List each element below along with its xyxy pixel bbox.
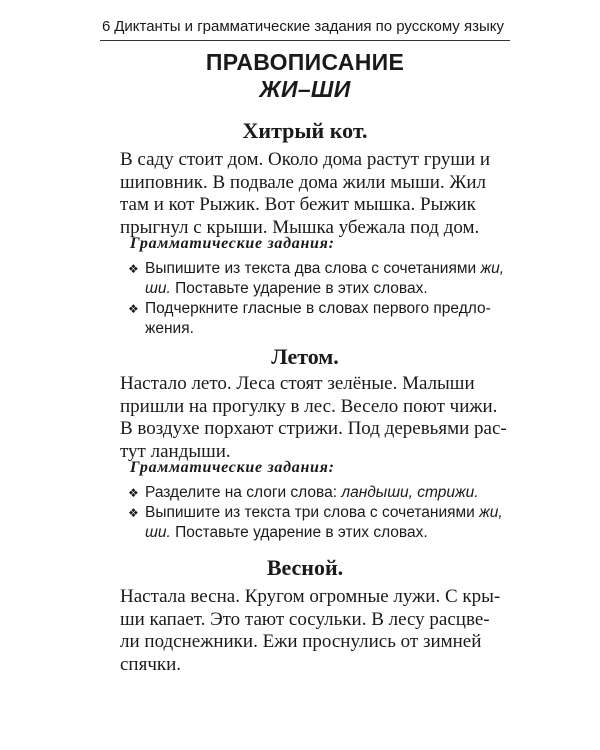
text-line: Настало лето. Леса стоят зелёные. Малыши: [120, 373, 475, 394]
dictation-text-hitry-kot: [120, 149, 510, 239]
grammar-task-list: [128, 259, 513, 339]
grammar-task: ❖ Выпишите из текста два слова с сочетаниями жи, ши. Поставьте ударение в этих словах.: [128, 260, 505, 297]
diamond-bullet-icon: ❖: [128, 262, 139, 276]
page-title-main: ПРАВОПИСАНИЕ: [205, 49, 405, 75]
diamond-bullet-icon: ❖: [128, 486, 139, 500]
section-title-hitry-kot: Хитрый кот.: [242, 118, 368, 143]
grammar-task: ❖ Выпишите из текста три слова с сочетаниями жи, ши. Поставьте ударение в этих словах.: [128, 504, 503, 541]
grammar-task: ❖ Подчеркните гласные в словах первого предло- жения.: [128, 300, 491, 337]
text-line: тут ландыши.: [120, 440, 231, 462]
text-line: спячки.: [120, 653, 182, 675]
text-line: ши капает. Это тают сосульки. В лесу расцве-: [120, 608, 490, 630]
running-title: Диктанты и грамматические задания по русскому языку: [114, 18, 504, 35]
page-title: [100, 49, 510, 103]
section-title-vesnoy: Весной.: [266, 555, 344, 580]
text-line: пришли на прогулку в лес. Весело поют чижи.: [120, 395, 498, 417]
text-line: ли подснежники. Ежи проснулись от зимней: [120, 631, 482, 652]
dictation-text-letom: [120, 373, 510, 463]
grammar-tasks-heading: Грамматические задания:: [130, 459, 335, 476]
text-line: В саду стоит дом. Около дома растут груши и: [120, 149, 491, 170]
text-line: В воздухе порхают стрижи. Под деревьями рас-: [120, 418, 507, 439]
grammar-tasks-heading: Грамматические задания:: [130, 235, 335, 252]
diamond-bullet-icon: ❖: [128, 302, 139, 316]
text-line: шиповник. В подвале дома жили мыши. Жил: [120, 171, 487, 193]
section-title-letom: Летом.: [271, 344, 339, 369]
text-line: там и кот Рыжик. Вот бежит мышка. Рыжик: [120, 194, 476, 215]
dictation-text-vesnoy: [120, 586, 510, 676]
running-header: [100, 14, 510, 41]
grammar-task-list: [128, 483, 513, 543]
text-line: Настала весна. Кругом огромные лужи. С кры-: [120, 586, 501, 607]
page-number: 6: [102, 18, 111, 35]
text-line: прыгнул с крыши. Мышка убежала под дом.: [120, 216, 480, 238]
grammar-task: ❖ Разделите на слоги слова: ландыши, стрижи.: [128, 484, 479, 501]
diamond-bullet-icon: ❖: [128, 506, 139, 520]
page-title-sub: ЖИ–ШИ: [259, 76, 351, 102]
